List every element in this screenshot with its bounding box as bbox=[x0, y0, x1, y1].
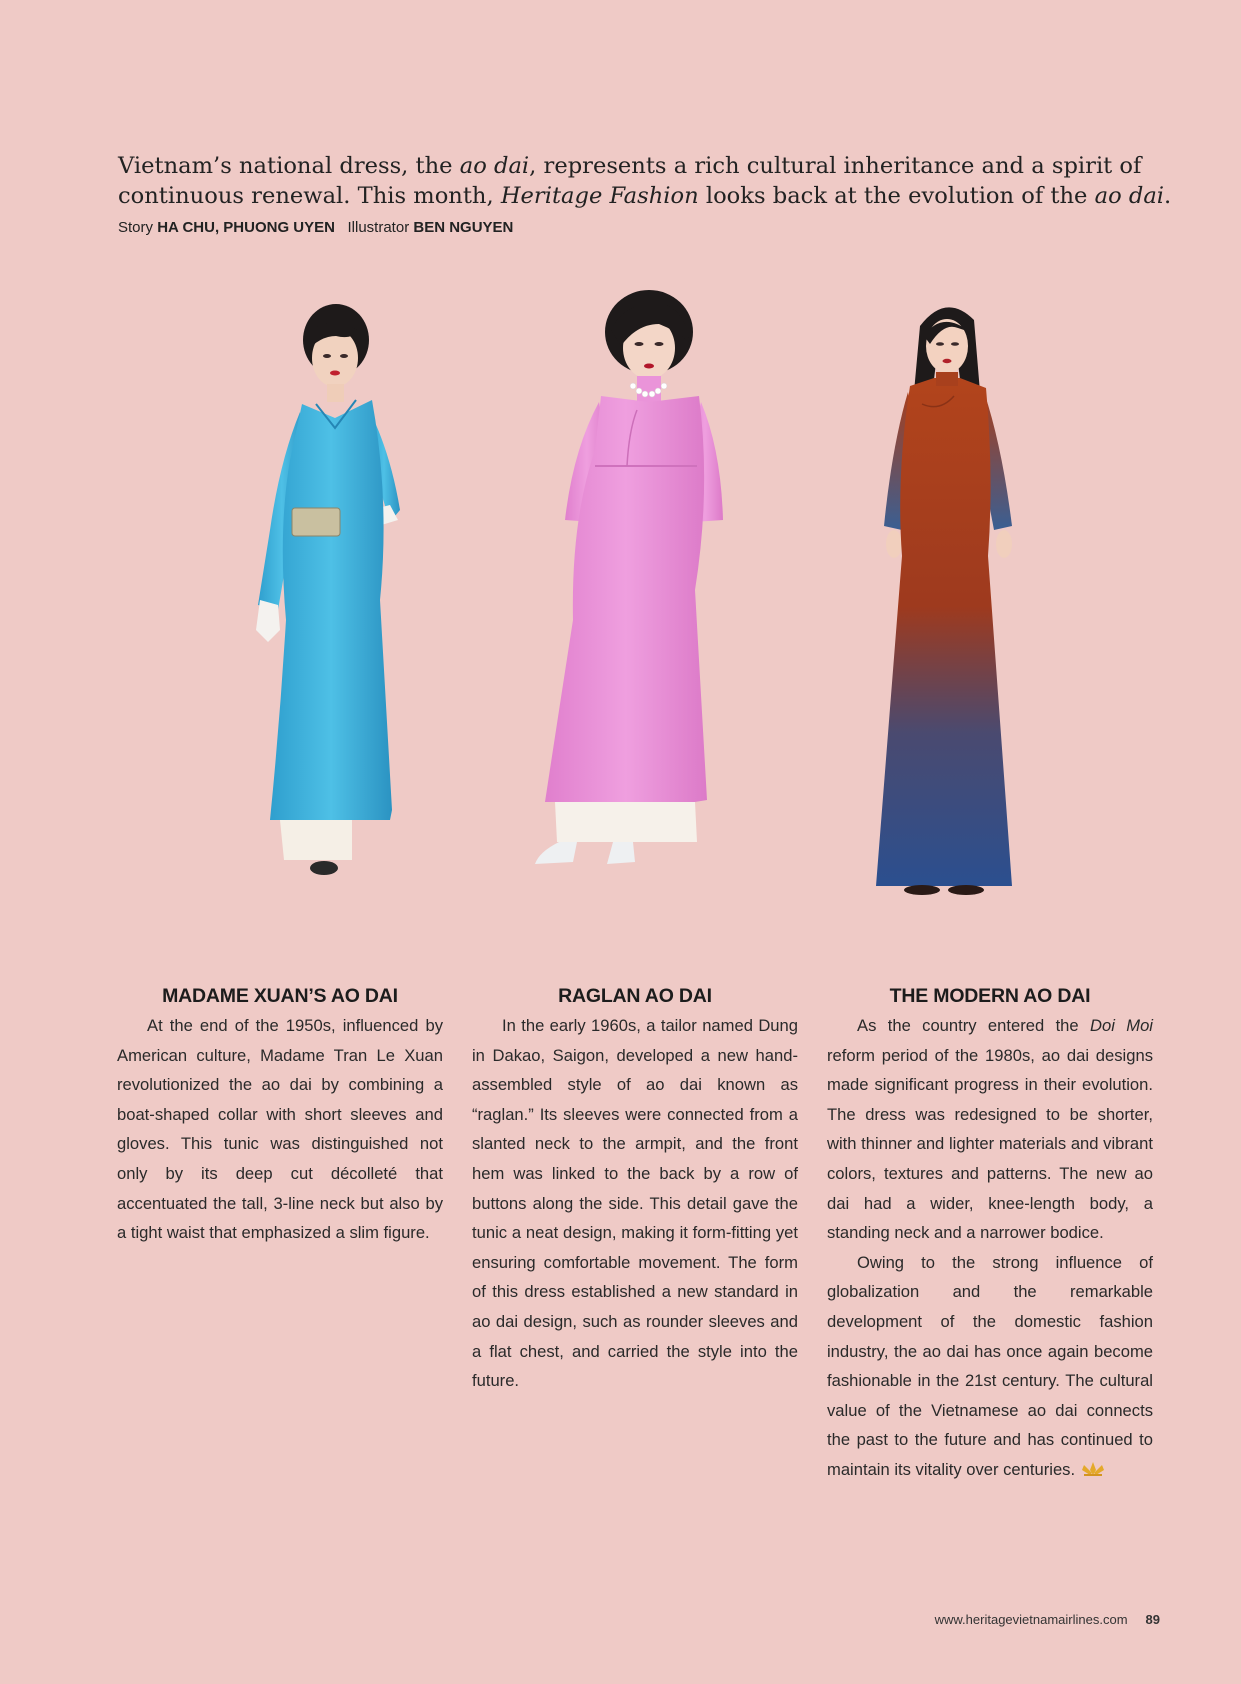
page-footer bbox=[880, 1612, 1160, 1627]
intro-italic: ao dai bbox=[459, 153, 530, 179]
website-url: www.heritagevietnamairlines.com bbox=[934, 1612, 1128, 1627]
section-title: THE MODERN AO DAI bbox=[889, 985, 1091, 1007]
section-paragraph bbox=[827, 1248, 1153, 1485]
credits-line bbox=[118, 219, 918, 236]
illustrator-name: BEN NGUYEN bbox=[413, 219, 514, 236]
section-modern bbox=[827, 983, 1153, 1485]
intro-text: continuous renewal. This month, bbox=[118, 183, 501, 209]
paragraph-italic: Doi Moi bbox=[1090, 1016, 1153, 1035]
intro-text: looks back at the evolution of the bbox=[698, 183, 1095, 209]
paragraph-text: As the country entered the bbox=[857, 1016, 1090, 1035]
intro-italic: ao dai bbox=[1094, 183, 1165, 209]
illustration-modern-ao-dai bbox=[862, 296, 1032, 906]
lotus-end-mark-icon bbox=[1080, 1461, 1106, 1477]
page-number: 89 bbox=[1145, 1612, 1160, 1627]
intro-text: . bbox=[1164, 183, 1172, 209]
section-title: MADAME XUAN’S AO DAI bbox=[162, 985, 398, 1007]
section-madame-xuan bbox=[117, 983, 443, 1248]
illustrator-label: Illustrator bbox=[347, 219, 410, 236]
intro-text: Vietnam’s national dress, the bbox=[118, 153, 460, 179]
intro-text: , represents a rich cultural inheritance and a spirit of bbox=[529, 153, 1142, 179]
section-raglan bbox=[472, 983, 798, 1396]
illustration-madame-xuan-ao-dai bbox=[240, 300, 420, 905]
intro-italic: Heritage Fashion bbox=[500, 183, 699, 209]
illustration-raglan-ao-dai bbox=[525, 290, 750, 910]
story-label: Story bbox=[118, 219, 154, 236]
paragraph-text: reform period of the 1980s, ao dai designs made significant progress in their evolution. The dress was redesigned to be shorter, with thinner and lighter materials and vibrant colors, textures and patterns. The new ao dai had a wider, knee-length body, a standing neck and a narrower bodice. bbox=[827, 1045, 1153, 1243]
section-title: RAGLAN AO DAI bbox=[558, 985, 712, 1007]
section-paragraph: At the end of the 1950s, influenced by American culture, Madame Tran Le Xuan revolutionized the ao dai by combining a boat-shaped collar with short sleeves and gloves. This tunic was distinguished not only by its deep cut décolleté that accentuated the tall, 3-line neck but also by a tight waist that emphasized a slim figure. bbox=[117, 1016, 443, 1243]
section-paragraph: In the early 1960s, a tailor named Dung in Dakao, Saigon, developed a new hand-assembled style of ao dai known as “raglan.” Its sleeves were connected from a slanted neck to the armpit, and the front hem was linked to the back by a row of buttons along the side. This detail gave the tunic a neat design, making it form-fitting yet ensuring comfortable movement. The form of this dress established a new standard in ao dai design, such as rounder sleeves and a flat chest, and carried the style into the future. bbox=[472, 1016, 798, 1391]
section-paragraph bbox=[827, 1011, 1153, 1248]
paragraph-text: Owing to the strong influence of globalization and the remarkable development of the domestic fashion industry, the ao dai has once again become fashionable in the 21st century. The cultural value of the Vietnamese ao dai connects the past to the future and has continued to maintain its vitality over centuries. bbox=[827, 1252, 1153, 1479]
story-names: HA CHU, PHUONG UYEN bbox=[157, 219, 335, 236]
intro-paragraph bbox=[118, 151, 1178, 211]
